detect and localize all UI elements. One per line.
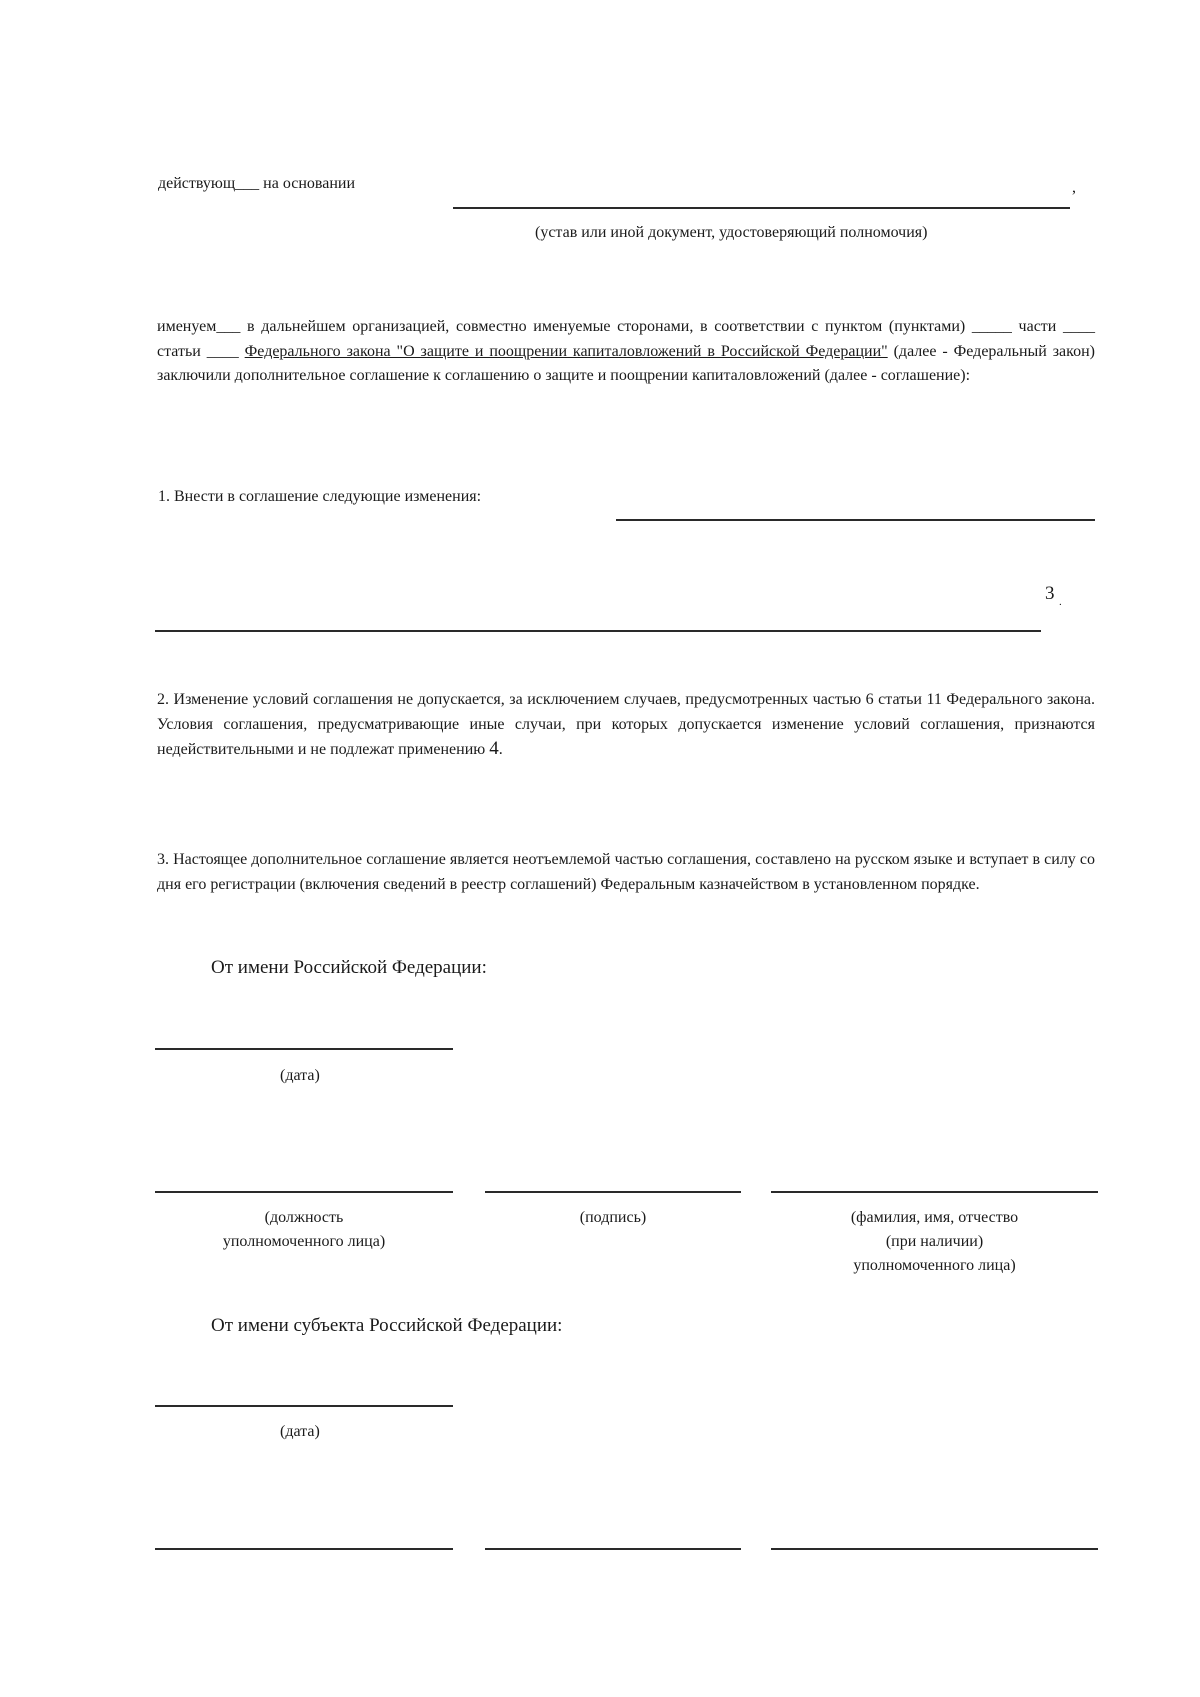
- subject-heading: От имени субъекта Российской Федерации:: [211, 1315, 563, 1336]
- rf-position-line[interactable]: [155, 1191, 453, 1193]
- preamble-paragraph: [157, 315, 1095, 389]
- footnote-3-dot: .: [1059, 596, 1062, 608]
- rf-name-line[interactable]: [771, 1191, 1098, 1193]
- preamble-text-end: (далее - Федеральный закон) заключили дополнительное соглашение к соглашению о защите и поощрении капиталовложений (далее - соглашение):: [157, 342, 1096, 384]
- subject-position-line[interactable]: [155, 1548, 453, 1550]
- rf-date-caption: (дата): [280, 1067, 320, 1084]
- subject-date-line[interactable]: [155, 1405, 453, 1407]
- clause-3-paragraph: 3. Настоящее дополнительное соглашение является неотъемлемой частью соглашения, составлено на русском языке и вступает в силу со дня его регистрации (включения сведений в реестр соглашений) Федеральным казначейством в установленном порядке.: [157, 851, 1095, 893]
- federal-law-link[interactable]: Федерального закона "О защите и поощрении капиталовложений в Российской Федерации": [244, 342, 888, 360]
- preamble-text-start: именуем___ в дальнейшем организацией, совместно именуемые сторонами, в соответствии с пунктом (пунктами) _____ части ____ статьи ____: [157, 318, 1095, 360]
- clause-1-changes-line-2[interactable]: [155, 630, 1041, 632]
- acting-basis-label: действующ___ на основании: [158, 175, 356, 192]
- rf-signature-caption: (подпись): [579, 1209, 647, 1226]
- comma: ,: [1072, 179, 1076, 196]
- basis-caption: (устав или иной документ, удостоверяющий полномочия): [535, 224, 928, 241]
- clause-2-paragraph: [157, 688, 1095, 763]
- clause-2-text: 2. Изменение условий соглашения не допускается, за исключением случаев, предусмотренных частью 6 статьи 11 Федерального закона. Условия соглашения, предусматривающие иные случаи, при которых допускается изменение условий соглашения, признаются недействительными и не подлежат применению: [157, 691, 1095, 758]
- footnote-4: 4: [489, 738, 499, 759]
- subject-signature-line[interactable]: [485, 1548, 741, 1550]
- clause-1-changes-line-1[interactable]: [616, 519, 1095, 521]
- clause-2-end: .: [498, 741, 503, 758]
- basis-input-line[interactable]: [453, 207, 1070, 209]
- clause-1-text: 1. Внести в соглашение следующие изменения:: [158, 488, 482, 505]
- footnote-3: 3: [1045, 583, 1055, 604]
- subject-date-caption: (дата): [280, 1423, 320, 1440]
- rf-heading: От имени Российской Федерации:: [211, 957, 487, 978]
- rf-position-caption: (должность уполномоченного лица): [222, 1209, 386, 1250]
- rf-date-line[interactable]: [155, 1048, 453, 1050]
- subject-name-line[interactable]: [771, 1548, 1098, 1550]
- rf-name-caption: (фамилия, имя, отчество (при наличии) уполномоченного лица): [850, 1209, 1019, 1274]
- rf-signature-line[interactable]: [485, 1191, 741, 1193]
